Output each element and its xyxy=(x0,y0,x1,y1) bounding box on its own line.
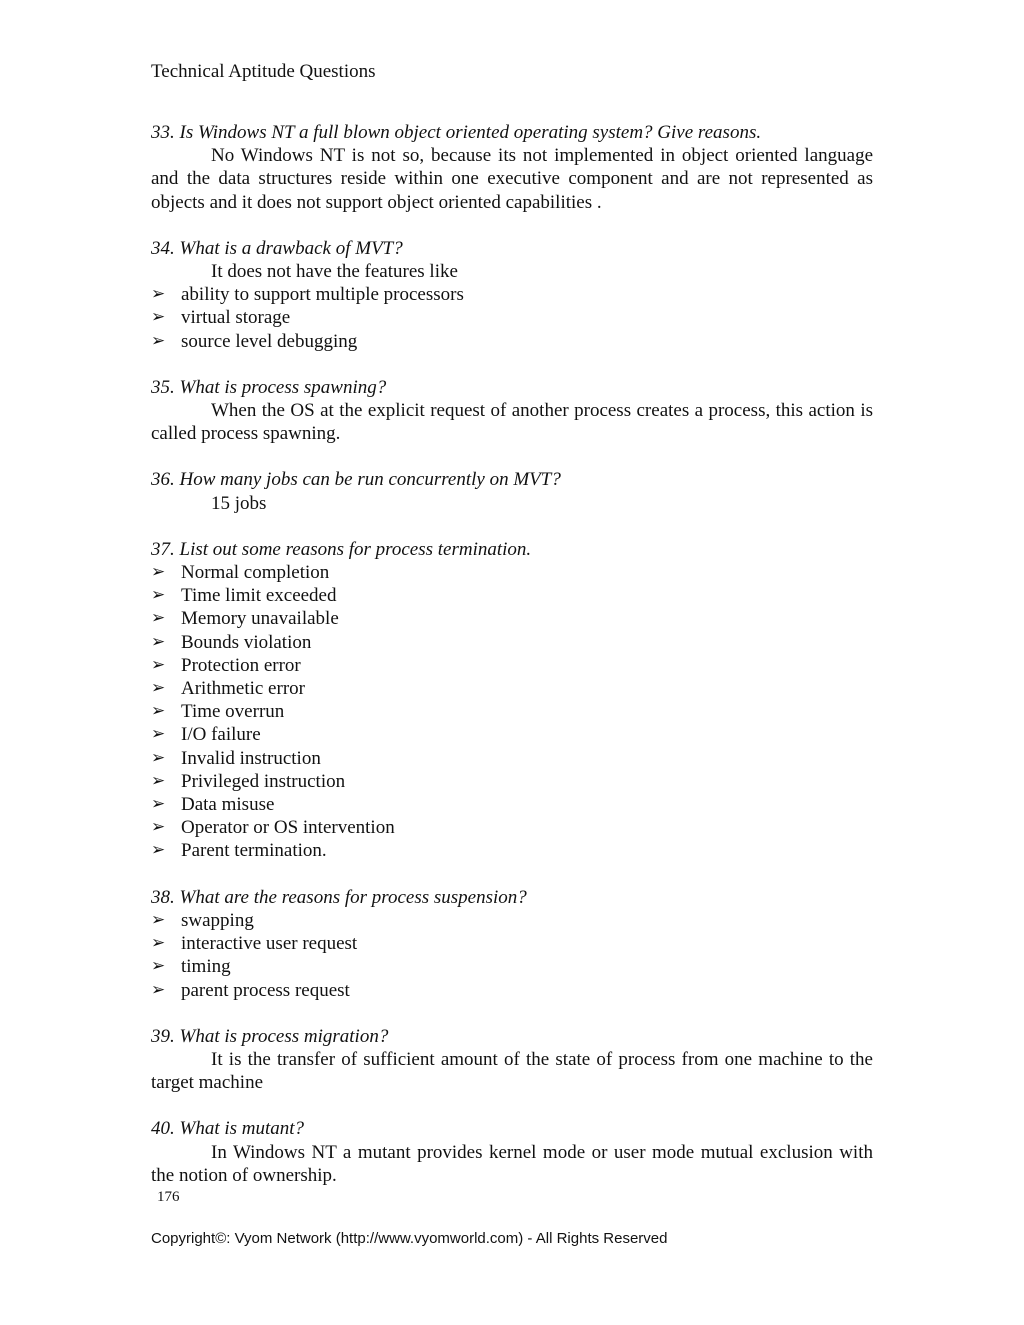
bullet-list xyxy=(151,561,873,863)
question-block xyxy=(151,121,873,214)
arrow-bullet-icon: ➢ xyxy=(151,770,166,791)
arrow-bullet-icon: ➢ xyxy=(151,330,166,351)
question-heading: 37. List out some reasons for process termination. xyxy=(151,538,532,560)
arrow-bullet-icon: ➢ xyxy=(151,701,166,722)
question-block xyxy=(151,538,873,863)
answer-text: When the OS at the explicit request of another process creates a process, this action is called process spawning. xyxy=(151,400,873,445)
list-item: ➢ source level debugging xyxy=(151,330,358,352)
list-item: ➢ Privileged instruction xyxy=(151,770,346,792)
list-item: ➢ Time overrun xyxy=(151,701,285,723)
arrow-bullet-icon: ➢ xyxy=(151,608,166,629)
arrow-bullet-icon: ➢ xyxy=(151,933,166,954)
question-block xyxy=(151,237,873,353)
arrow-bullet-icon: ➢ xyxy=(151,817,166,838)
arrow-bullet-icon: ➢ xyxy=(151,585,166,606)
question-heading: 33. Is Windows NT a full blown object oriented operating system? Give reasons. xyxy=(151,122,762,143)
list-item: ➢ ability to support multiple processors xyxy=(151,284,464,306)
bullet-list xyxy=(151,283,873,353)
list-item: ➢ Bounds violation xyxy=(151,631,312,653)
bullet-list xyxy=(151,909,873,1002)
list-item: ➢ Protection error xyxy=(151,654,301,676)
arrow-bullet-icon: ➢ xyxy=(151,724,166,745)
question-heading: 34. What is a drawback of MVT? xyxy=(151,237,403,259)
answer-text: It does not have the features like xyxy=(211,261,458,283)
list-item: ➢ Data misuse xyxy=(151,794,275,816)
list-item: ➢ swapping xyxy=(151,909,254,931)
question-block xyxy=(151,376,873,446)
question-block xyxy=(151,468,873,514)
arrow-bullet-icon: ➢ xyxy=(151,956,166,977)
list-item: ➢ Invalid instruction xyxy=(151,747,321,769)
arrow-bullet-icon: ➢ xyxy=(151,909,166,930)
arrow-bullet-icon: ➢ xyxy=(151,631,166,652)
arrow-bullet-icon: ➢ xyxy=(151,654,166,675)
question-heading: 35. What is process spawning? xyxy=(151,376,387,398)
list-item: ➢ parent process request xyxy=(151,979,350,1001)
question-heading: 38. What are the reasons for process suspension? xyxy=(151,886,527,908)
arrow-bullet-icon: ➢ xyxy=(151,794,166,815)
answer-text: It is the transfer of sufficient amount of the state of process from one machine to the target machine xyxy=(151,1048,873,1094)
list-item: ➢ timing xyxy=(151,956,231,978)
question-block xyxy=(151,886,873,1002)
arrow-bullet-icon: ➢ xyxy=(151,678,166,699)
list-item: ➢ Operator or OS intervention xyxy=(151,817,395,839)
arrow-bullet-icon: ➢ xyxy=(151,979,166,1000)
question-block xyxy=(151,1025,873,1095)
page-header: Technical Aptitude Questions xyxy=(151,61,376,82)
answer-text: In Windows NT a mutant provides kernel mode or user mode mutual exclusion with the notion of ownership. xyxy=(151,1141,873,1186)
answer-text: 15 jobs xyxy=(211,492,267,514)
question-heading: 40. What is mutant? xyxy=(151,1118,305,1140)
list-item: ➢ I/O failure xyxy=(151,724,261,746)
copyright-footer: Copyright©: Vyom Network (http://www.vyomworld.com) - All Rights Reserved xyxy=(151,1230,668,1247)
list-item: ➢ Time limit exceeded xyxy=(151,585,337,607)
content xyxy=(151,121,873,1187)
question-block xyxy=(151,1117,873,1187)
list-item: ➢ virtual storage xyxy=(151,307,291,329)
arrow-bullet-icon: ➢ xyxy=(151,840,166,861)
page-number: 176 xyxy=(157,1189,180,1205)
list-item: ➢ interactive user request xyxy=(151,933,358,955)
list-item: ➢ Arithmetic error xyxy=(151,678,305,700)
question-heading: 36. How many jobs can be run concurrently on MVT? xyxy=(151,469,561,491)
arrow-bullet-icon: ➢ xyxy=(151,284,166,305)
arrow-bullet-icon: ➢ xyxy=(151,562,166,583)
answer-text: No Windows NT is not so, because its not implemented in object oriented language and the data structures reside within one executive component and are not represented as objects and it does not support object oriented capabilities . xyxy=(151,145,873,213)
arrow-bullet-icon: ➢ xyxy=(151,747,166,768)
list-item: ➢ Parent termination. xyxy=(151,840,327,862)
question-heading: 39. What is process migration? xyxy=(151,1025,389,1047)
list-item: ➢ Memory unavailable xyxy=(151,608,339,630)
arrow-bullet-icon: ➢ xyxy=(151,307,166,328)
list-item: ➢ Normal completion xyxy=(151,562,330,584)
